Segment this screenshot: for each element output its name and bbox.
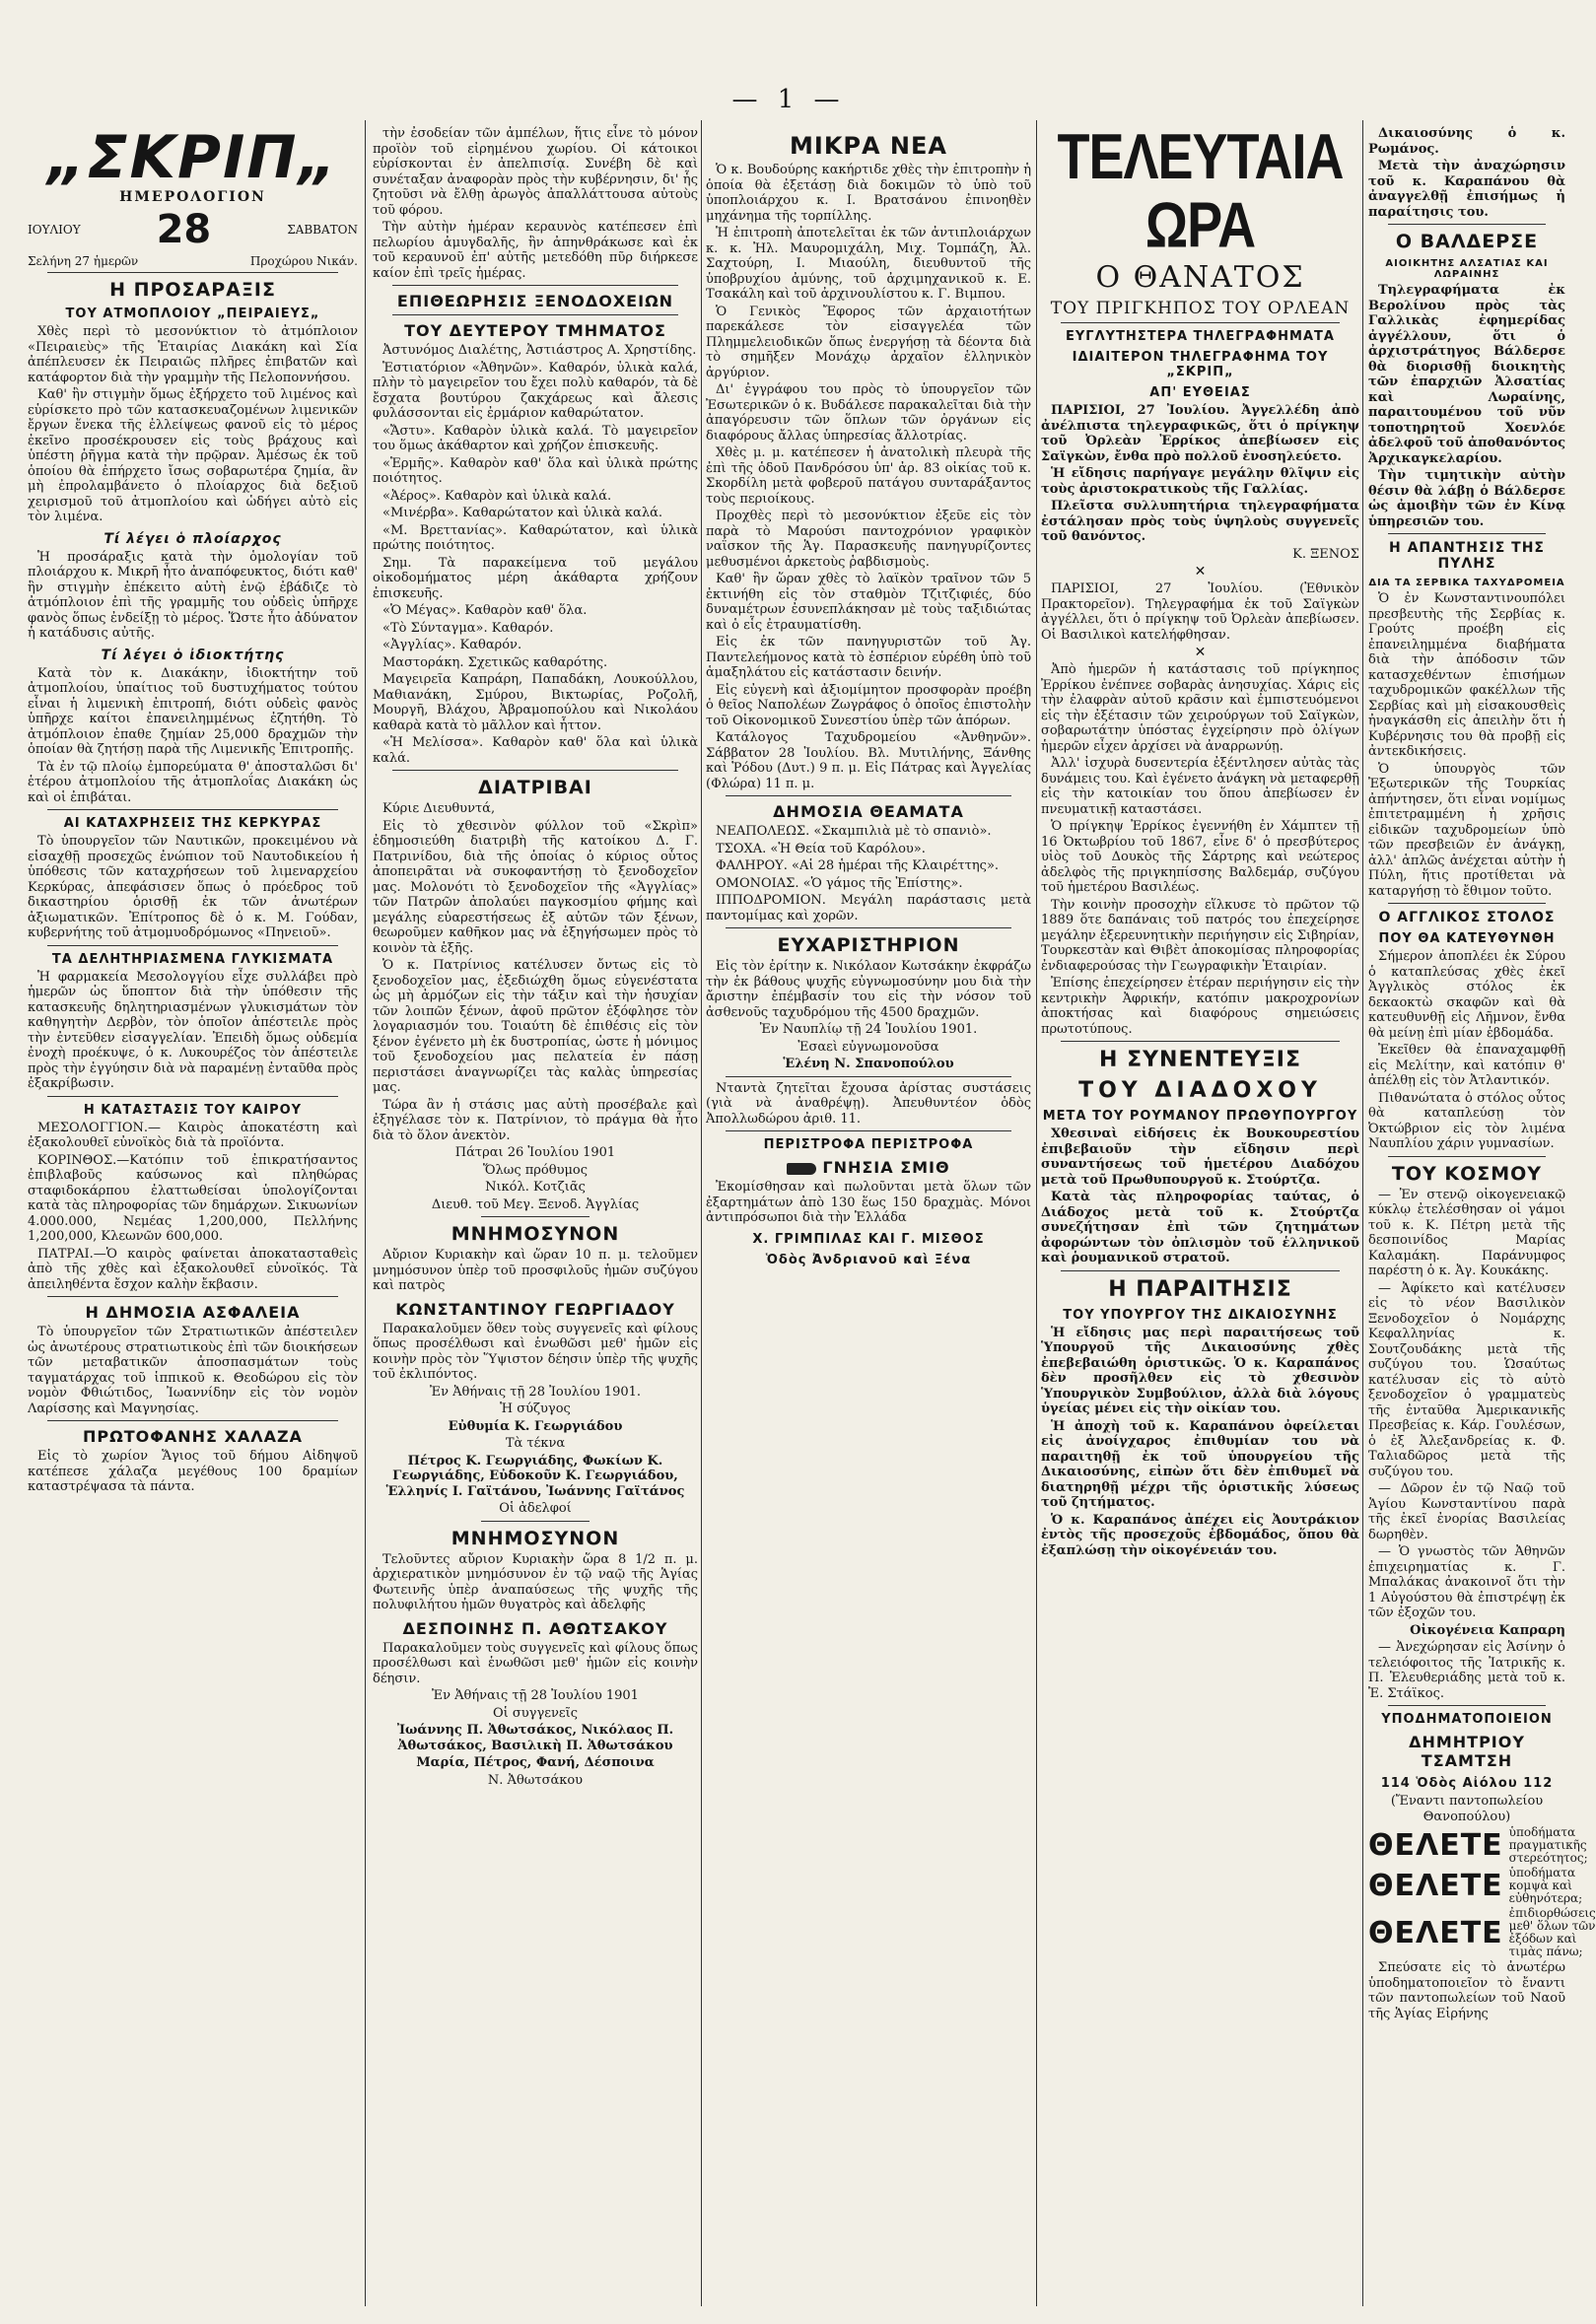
paragraph: Μαστοράκη. Σχετικῶς καθαρότης. xyxy=(382,654,608,670)
paragraph: Ὁ πρίγκηψ Ἐρρίκος ἐγεννήθη ἐν Χάμπτεν τῇ 16 Ὀκτωβρίου τοῦ 1867, εἶνε δ' ὁ πρεσβύτερος υἱὸς τοῦ Δουκὸς τῆς Σάρτρης καὶ νεώτερος ἀδελφὸς τῆς πριγκηπίσσης Βαλδεμάρ, συζύγου τοῦ ἡμετέρου Βασιλέως. xyxy=(1041,819,1359,895)
paragraph: Αὔριον Κυριακὴν καὶ ὥραν 10 π. μ. τελοῦμεν μνημόσυνον ὑπὲρ τοῦ προσφιλοῦς ἡμῶν συζύγου καὶ πατρὸς xyxy=(373,1248,698,1293)
paragraph: Ἡ εἴδησις μας περὶ παραιτήσεως τοῦ Ὑπουργοῦ τῆς Δικαιοσύνης χθὲς ἐπεβεβαιώθη ὁριστικῶς. Ὁ κ. Καραπάνος δὲν προσῆλθεν εἰς τὸ χθεσινὸν Ὑπουργικὸν Συμβούλιον, ἀλλὰ διὰ λόγους ὑγείας μένει εἰς τὴν οἰκίαν του. xyxy=(1041,1325,1359,1416)
headline: ΤΟΥ ΚΟΣΜΟΥ xyxy=(1391,1162,1543,1185)
paragraph: Ἡ ἐπιτροπὴ ἀποτελεῖται ἐκ τῶν ἀντιπλοιάρχων κ. κ. Ἠλ. Μαυρομιχάλη, Μιχ. Τομπάζη, Ἀλ. Σαχτούρη, Ι. Μιαούλη, διευθυντοῦ τῆς ὑποβρυχίου ἀμύνης, τοῦ ἀρχιμηχανικοῦ κ. Ε. Τσακάλη καὶ τοῦ ἀρχινουλίστου κ. Γ. Βιμπου. xyxy=(706,226,1031,302)
paragraph: Εἰς τὸν ἐρίτην κ. Νικόλαον Κωτσάκην ἐκφράζω τὴν ἐκ βάθους ψυχῆς εὐγνωμοσύνην μου διὰ τὴν ἄριστην ἐπέμβασίν του εἰς τὴν νόσον τοῦ ἀσθενοῦς ταχυδρόμου τῆς 4500 δραχμῶν. xyxy=(706,959,1031,1020)
subheadline: ΤΟΥ ΑΤΜΟΠΛΟΙΟΥ „ΠΕΙΡΑΙΕΥΣ„ xyxy=(65,307,320,321)
headline: ΜΝΗΜΟΣΥΝΟΝ xyxy=(451,1527,620,1549)
paragraph: Πιθανώτατα ὁ στόλος οὗτος θὰ καταπλεύσῃ τὸν Ὀκτώβριον εἰς τὸν λιμένα Ναυπλίου χάριν γυμνασίων. xyxy=(1368,1090,1565,1151)
moon: Σελήνη 27 ἡμερῶν xyxy=(28,254,139,268)
column-rule xyxy=(1362,120,1363,2306)
paragraph: Ἐκομίσθησαν καὶ πωλοῦνται μετὰ ὅλων τῶν ἐξαρτημάτων ἀπὸ 130 ἕως 150 δραχμὰς. Μόνοι ἀντιπρόσωποι διὰ τὴν Ἑλλάδα xyxy=(706,1180,1031,1225)
signature: Κ. ΞΕΝΟΣ xyxy=(1292,546,1359,562)
headline: Η ΣΥΝΕΝΤΕΥΞΙΣ xyxy=(1099,1048,1301,1072)
ad-headline: ΥΠΟΔΗΜΑΤΟΠΟΙΕΙΟΝ xyxy=(1381,1712,1553,1727)
ad-note: (Ἔναντι παντοπωλείου Θανοπούλου) xyxy=(1390,1794,1544,1824)
headline: Η ΔΗΜΟΣΙΑ ΑΣΦΑΛΕΙΑ xyxy=(85,1303,301,1322)
divider xyxy=(47,1420,338,1421)
headline-main: ΤΕΛΕΥΤΑΙΑ ΩΡΑ xyxy=(1057,121,1344,261)
signature: Ἑλένη Ν. Σπανοπούλου xyxy=(783,1057,954,1071)
paragraph: Ἡ ἀποχὴ τοῦ κ. Καραπάνου ὀφείλεται εἰς ἀνοίγχαρος ἐπιθυμίαν του νὰ παραιτηθῇ ἐκ τοῦ ὑπουργείου τῆς Δικαιοσύνης, εἰπὼν ὅτι δὲν ἐπιθυμεῖ νὰ διατηρηθῇ μέχρι τῆς ὁριστικῆς λύσεως τοῦ ζητήματος. xyxy=(1041,1418,1359,1510)
masthead-title: „ΣΚΡΙΠ„ xyxy=(46,123,339,192)
paragraph: Ὁ Γενικὸς Ἔφορος τῶν ἀρχαιοτήτων παρεκάλεσε τὸν εἰσαγγελέα τῶν Πλημμελειοδικῶν ὅπως ἐνεργήσῃ τὰ δέοντα διὰ τὸ σημῆξεν Μονάχῳ ἀρχαῖον ἑλληνικὸν ἀργύριον. xyxy=(706,304,1031,380)
signature: Ἡ σύζυγος xyxy=(500,1401,571,1416)
signature: Οἱ συγγενεῖς xyxy=(493,1705,578,1721)
signature: Πέτρος Κ. Γεωργιάδης, Φωκίων Κ. Γεωργιάδης, Εὐδοκοῦν Κ. Γεωργιάδου, Ἑλληνίς Ι. Γαϊτάνου, Ἰωάννης Γαϊτάνος xyxy=(385,1453,685,1499)
divider xyxy=(1388,1156,1546,1157)
divider xyxy=(47,945,338,946)
headline: Η ΑΠΑΝΤΗΣΙΣ ΤΗΣ ΠΥΛΗΣ xyxy=(1388,540,1545,572)
subheading: Τί λέγει ὁ πλοίαρχος xyxy=(104,530,282,547)
divider xyxy=(392,314,678,315)
subheadline: ΜΕΤΑ ΤΟΥ ΡΟΥΜΑΝΟΥ ΠΡΩΘΥΠΟΥΡΓΟΥ xyxy=(1042,1109,1358,1124)
paragraph: Ἡ φαρμακεία Μεσολογγίου εἶχε συλλάβει πρὸ ἡμερῶν ὡς ὕποπτον διὰ τὴν ὑπόθεσιν τῆς κατασκευῆς δηλητηριασμένων γλυκισμάτων τὸν καθηγητὴν Δερβὸν, τὸν ὁποῖον ἀπέστειλε πρὸς τὴν ἐντεῦθεν εἰσαγγελίαν. Ἐπειδὴ ὅμως οὐδεμία ἐνοχὴ προέκυψε, ὁ κ. Λυκουρέζος τὸν ἀπέστειλε πρὸς τὴν ἐγγύησιν διὰ νὰ παραμένῃ ἐνταῦθα πρὸς ἐξακρίβωσιν. xyxy=(28,969,358,1091)
page-number: — 1 — xyxy=(731,85,846,114)
month: ΙΟΥΛΙΟΥ xyxy=(28,223,81,237)
date: Ἐν Ἀθήναις τῇ 28 Ἰουλίου 1901. xyxy=(429,1384,642,1400)
signature: Ἐν Ναυπλίῳ τῇ 24 Ἰουλίου 1901. xyxy=(759,1022,978,1037)
paragraph: Ὁ ἐν Κωνσταντινουπόλει πρεσβευτὴς τῆς Σερβίας κ. Γρούτς προέβη εἰς ἐπανειλημμένα διαβήματα διὰ τὴν ἀπόδοσιν τῶν κατασχεθέντων ἐπισήμων ταχυδρομικῶν φακέλλων τῆς Σερβίας καὶ μὴ εἰσακουσθεὶς ἠναγκάσθη εἰς ἀπειλὴν ὅτι ἡ Κυβέρνησις του θὰ προβῇ εἰς ἀντεκδικήσεις. xyxy=(1368,591,1565,759)
divider xyxy=(481,1521,590,1522)
ad-word: ΘΕΛΕΤΕ xyxy=(1368,1915,1503,1950)
signature: Ἰωάννης Π. Ἀθωτσάκος, Νικόλαος Π. Ἀθωτσάκος, Βασιλικὴ Π. Ἀθωτσάκου xyxy=(396,1723,674,1753)
headline: Η ΠΑΡΑΙΤΗΣΙΣ xyxy=(1108,1276,1292,1302)
paragraph: Δι' ἐγγράφου του πρὸς τὸ ὑπουργεῖον τῶν Ἐσωτερικῶν ὁ κ. Βυδάλεσε παρακαλεῖται διὰ τὴν ἀπαγόρευσιν τῶν ὅπλων τῶν ὀργάνων εἰς διαφόρους ἄλλας ὑπηρεσίας ἄλλοτρίας. xyxy=(706,382,1031,444)
divider xyxy=(1388,1705,1546,1706)
paragraph: Παρακαλοῦμεν ὅθεν τοὺς συγγενεῖς καὶ φίλους ὅπως προσέλθωσι καὶ ἑνωθῶσι μεθ' ἡμῶν εἰς κοινὴν πρὸς τὸν Ὕψιστον δέησιν ὑπὲρ τῆς ψυχῆς τοῦ ἐκλιπόντος. xyxy=(373,1321,698,1382)
signature: Μαρία, Πέτρος, Φανή, Δέσποινα xyxy=(416,1755,655,1770)
column-1 xyxy=(28,123,358,2306)
paragraph: — Ἀνεχώρησαν εἰς Ἀσίνην ὁ τελειόφοιτος τῆς Ἰατρικῆς κ. Π. Ἑλευθεριάδης μετὰ τοῦ κ. Ἐ. Στάϊκος. xyxy=(1368,1640,1565,1701)
divider xyxy=(726,1130,1011,1131)
paragraph: ΙΠΠΟΔΡΟΜΙΟΝ. Μεγάλη παράστασις μετὰ παντομίμας καὶ χορῶν. xyxy=(706,893,1031,923)
paragraph: Προχθὲς περὶ τὸ μεσονύκτιον ἐξεῦε εἰς τὸν παρὰ τὸ Μαρούσι παντοχρόνιον γραφικὸν ναΐσκον τῆς Ἁγ. Παρασκευῆς πανηγυρίζοντες μεθυσμένοι ἀρκετοὺς ῥαβδισμοὺς. xyxy=(706,509,1031,570)
cross-separator: ✕ xyxy=(1194,564,1207,580)
paragraph: Πλεῖστα συλλυπητήρια τηλεγραφήματα ἐστάλησαν πρὸς τοὺς ὑψηλοὺς συγγενεῖς τοῦ θανόντος. xyxy=(1041,499,1359,544)
headline: Η ΠΡΟΣΑΡΑΞΙΣ xyxy=(109,279,276,301)
divider xyxy=(1061,1041,1340,1042)
ad-row xyxy=(1368,1825,1588,1865)
divider xyxy=(481,1216,590,1217)
subheadline: ΠΟΥ ΘΑ ΚΑΤΕΥΘΥΝΘΗ xyxy=(1378,931,1556,946)
paragraph: Δικαιοσύνης ὁ κ. Ρωμάνος. xyxy=(1368,126,1565,157)
paragraph: Τὰ ἐν τῷ πλοίῳ ἐμπορεύματα θ' ἀποσταλῶσι δι' ἑτέρου ἀτμοπλοίου τῆς ἀτμοπλοΐας Διακάκη ὡς καὶ οἱ ἐπιβάται. xyxy=(28,759,358,805)
paragraph: Ἡ προσάραξις κατὰ τὴν ὁμολογίαν τοῦ πλοιάρχου κ. Μικρῆ ἦτο ἀναπόφευκτος, διότι καθ' ἣν στιγμὴν ἐπέκειτο αὐτὴ ἐνῷ ἐβάδιζε τὸ ἀτμόπλοιον ἐπὶ τῆς γραμμῆς του οὐδεὶς ὑπῆρχε φανὸς ὅπως ἐνδείξῃ τὸ μέρος. Ὥστε ἦτο ἀδύνατον ἡ κατάδυσις αὐτῆς. xyxy=(28,549,358,641)
paragraph: Μετὰ τὴν ἀναχώρησιν τοῦ κ. Καραπάνου θὰ ἀναγγελθῇ ἐπισήμως ἡ παραίτησις του. xyxy=(1368,159,1565,220)
paragraph: Ἐπίσης ἐπεχείρησεν ἑτέραν περιήγησιν εἰς τὴν κεντρικὴν Ἀφρικήν, κατόπιν μακροχρονίων ἀποκτήσας καὶ διαφόρους σημειώσεις πρωτοτύπους. xyxy=(1041,976,1359,1037)
subheadline: ΔΙΑ ΤΑ ΣΕΡΒΙΚΑ ΤΑΧΥΔΡΟΜΕΙΑ xyxy=(1368,578,1565,588)
divider xyxy=(47,809,338,810)
paragraph: Σήμερον ἀποπλέει ἐκ Σύρου ὁ καταπλεύσας χθὲς ἐκεῖ Ἀγγλικὸς στόλος ἐκ δεκαοκτὼ σκαφῶν καὶ θὰ κατευθυνθῇ εἰς Λῆμνον, ἔνθα θὰ μείνῃ ἐπὶ μίαν ἑβδομάδα. xyxy=(1368,949,1565,1041)
name: ΔΕΣΠΟΙΝΗΣ Π. ΑΘΩΤΣΑΚΟΥ xyxy=(402,1618,668,1638)
paragraph: — Δῶρον ἐν τῷ Ναῷ τοῦ Ἁγίου Κωνσταντίνου παρὰ τῆς ἐκεῖ ἐνορίας Βασιλείας δωρηθὲν. xyxy=(1368,1481,1565,1542)
paragraph: Σπεύσατε εἰς τὸ ἀνωτέρω ὑποδηματοποιεῖον τὸ ἔναντι τῶν παντοπωλείων τοῦ Ναοῦ τῆς Ἁγίας Εἰρήνης xyxy=(1368,1960,1565,2021)
weekday: ΣΑΒΒΑΤΟΝ xyxy=(287,223,358,237)
divider xyxy=(1388,224,1546,225)
divider xyxy=(47,1096,338,1097)
paragraph: Εἰς τὸ χωρίον Ἅγιος τοῦ δήμου Αἰδηψοῦ κατέπεσε χάλαζα μεγέθους 100 δραμίων καταστρέψασα τὰ πάντα. xyxy=(28,1449,358,1494)
signature: Οἱ ἀδελφοί xyxy=(499,1501,572,1516)
paragraph: — Ἀφίκετο καὶ κατέλυσεν εἰς τὸ νέον Βασιλικὸν Ξενοδοχεῖον ὁ Νομάρχης Κεφαλληνίας κ. Σουτζουδάκης μετὰ τῆς συζύγου του. Ὡσαύτως κατέλυσαν εἰς τὸ αὐτὸ ξενοδοχεῖον ὁ γραμματεὺς τῆς ἐνταῦθα Ἀμερικανικῆς Πρεσβείας κ. Κάρ. Γουλέσων, ὁ ἐξ Ἀλεξανδρείας κ. Φ. Ταλιαδῶρος μετὰ τῆς συζύγου του. xyxy=(1368,1280,1565,1479)
headline: ΑΙ ΚΑΤΑΧΡΗΣΕΙΣ ΤΗΣ ΚΕΡΚΥΡΑΣ xyxy=(63,816,322,831)
paragraph: Τὸ ὑπουργεῖον τῶν Στρατιωτικῶν ἀπέστειλεν ὡς ἀνωτέρους στρατιωτικοὺς ἐπὶ τῶν διοικήσεων τῶν μεταβατικῶν ἀποσπασμάτων τοὺς ταγματάρχας τοῦ ἱππικοῦ κ. Θεοδώρου εἰς τὸν νομὸν Φθιώτιδος, Ἰωαννίδην εἰς τὸν νομὸν Λαρίσσης καὶ Μαγνησίας. xyxy=(28,1325,358,1416)
paragraph: Ὁ κ. Βουδούρης κακήρτιδε χθὲς τὴν ἐπιτροπὴν ἡ ὁποία θὰ ἐξετάσῃ διὰ δοκιμῶν τὸ ὑπὸ τοῦ ὑποπλοιάρχου κ. Ι. Βρατσάνου ἐπινοηθὲν μηχάνημα τῆς τορπίλλης. xyxy=(706,163,1031,224)
paragraph: τὴν ἐσοδείαν τῶν ἀμπέλων, ἥτις εἶνε τὸ μόνον προϊὸν τοῦ εἰρημένου χωρίου. Οἱ κάτοικοι εὑρίσκονται ἐν ἀπελπισίᾳ. Συνέβη δὲ καὶ συνέταξαν ἀναφορὰν πρὸς τὴν κυβέρνησιν, δι' ἧς ζητοῦσι νὰ ἔλθῃ ἀρωγὸς ἀπαλλάττουσα αὐτοὺς τοῦ φόρου. xyxy=(373,126,698,218)
paragraph: ΠΑΡΙΣΙΟΙ, 27 Ἰουλίου. Ἀγγελλέδη ἀπὸ ἀνέλπιστα τηλεγραφικῶς, ὅτι ὁ πρίγκηψ τοῦ Ὀρλεὰν Ἐρρίκος ἀπεβίωσεν εἰς Σαϊγκὼν, ἔνθα πρὸ πολλοῦ ἐνοσηλεύετο. xyxy=(1041,403,1359,464)
headline: Η ΚΑΤΑΣΤΑΣΙΣ ΤΟΥ ΚΑΙΡΟΥ xyxy=(83,1102,303,1118)
cross-separator: ✕ xyxy=(1194,645,1207,660)
name: ΚΩΝΣΤΑΝΤΙΝΟΥ ΓΕΩΡΓΙΑΔΟΥ xyxy=(395,1299,675,1319)
headline: ΔΗΜΟΣΙΑ ΘΕΑΜΑΤΑ xyxy=(773,802,964,821)
paragraph: Τελοῦντες αὔριον Κυριακὴν ὥρα 8 1/2 π. μ. ἀρχιερατικὸν μνημόσυνον ἐν τῷ ναῷ τῆς Ἁγίας Φωτεινῆς ὑπὲρ ἀναπαύσεως τῆς ψυχῆς τῆς πολυφιλήτου ἡμῶν θυγατρὸς καὶ ἀδελφῆς xyxy=(373,1551,698,1612)
ad-word: ΘΕΛΕΤΕ xyxy=(1368,1828,1503,1863)
paragraph: «Ἄστυ». Καθαρὸν ὑλικὰ καλά. Τὸ μαγειρεῖον του ὅμως ἀκάθαρτον καὶ χρήζον ἐπισκευῆς. xyxy=(373,423,698,453)
ad-name: ΔΗΜΗΤΡΙΟΥ ΤΣΑΜΤΣΗ xyxy=(1409,1733,1525,1770)
moon-line xyxy=(28,254,358,268)
paragraph: ΤΣΟΧΑ. «Ἡ Θεία τοῦ Καρόλου». xyxy=(716,841,926,856)
paragraph: Καθ' ἣν στιγμὴν ὅμως ἐξήρχετο τοῦ λιμένος καὶ εὑρίσκετο πρὸ τῶν κατασκευαζομένων λιμενικῶν ἔργων ἕνεκα τῆς ἐλλείψεως φανοῦ εἰς τὸ μέρος ἐκεῖνο προσέκρουσεν εἰς τοὺς βράχους καὶ ὑπέστη ῥῆγμα κατὰ τὴν πρῷραν. Ἀμέσως ἐκ τοῦ ὁποίου θὰ ἐπήρχετο ἴσως σοβαρωτέρα ζημία, ἂν μὴ ἐπρολαμβάνετο ὁ πλοίαρχος διὰ δεξιοῦ χειρισμοῦ τοῦ ἀτμοπλοίου καὶ ὡδήγει αὐτὸ εἰς τὸν λιμένα. xyxy=(28,387,358,524)
subheadline: ΤΟΥ ΥΠΟΥΡΓΟΥ ΤΗΣ ΔΙΚΑΙΟΣΥΝΗΣ xyxy=(1063,1307,1338,1323)
paragraph: Τὴν κοινὴν προσοχὴν εἵλκυσε τὸ πρῶτον τῷ 1889 ὅτε δαπάναις τοῦ πατρός του ἐπεχείρησε μεγάλην ἐξερευνητικὴν περιήγησιν εἰς Σιβηρίαν, Τουρκεστὰν καὶ Θιβὲτ ἀποκομίσας πληροφορίας ἐνδιαφερούσας τὴν Γεωγραφικὴν Ἑταιρίαν. xyxy=(1041,897,1359,974)
headline: ΕΥΧΑΡΙΣΤΗΡΙΟΝ xyxy=(777,934,960,956)
paragraph: Τὴν τιμητικὴν αὐτὴν θέσιν θὰ λάβῃ ὁ Βάλδερσε ὡς ἀμοιβὴν τῶν ἐν Κίνᾳ ὑπηρεσιῶν του. xyxy=(1368,468,1565,529)
subheadline: ΕΥΓΛΥΤΗΣΤΕΡΑ ΤΗΛΕΓΡΑΦΗΜΑΤΑ xyxy=(1066,329,1335,344)
ad-text: ἐπιδιορθώσεις μεθ' ὅλων τῶν ἐξόδων καὶ τιμὰς πάνω; xyxy=(1508,1906,1596,1958)
ad-row xyxy=(1368,1866,1583,1905)
paragraph: Τώρα ἂν ἡ στάσις μας αὐτὴ προσέβαλε καὶ ἐξηγέλασε τὸν κ. Πατρίνιον, τὸ πράγμα θὰ ἦτο διὰ τὸ ὅλον ἀνεκτὸν. xyxy=(373,1097,698,1143)
signature: Ὅλως πρόθυμος xyxy=(482,1162,589,1178)
masthead-subtitle: ΗΜΕΡΟΛΟΓΙΟΝ xyxy=(119,189,266,205)
signature: Νικόλ. Κοτζιᾶς xyxy=(485,1180,586,1195)
paragraph: Ἀλλ' ἰσχυρὰ δυσεντερία ἐξέντλησεν αὐτὰς τὰς δυνάμεις του. Καὶ ἐγένετο ἀνάγκη νὰ μεταφερθῇ εἰς τὴν κατοικίαν του ὅπου ἀπεβίωσεν ἐν πνευματικῇ καταστάσει. xyxy=(1041,756,1359,817)
column-rule xyxy=(701,120,702,2306)
headline: ΜΙΚΡΑ ΝΕΑ xyxy=(790,132,947,160)
ad-address: 114 Ὁδὸς Αἰόλου 112 xyxy=(1380,1776,1554,1791)
paragraph: Νταντὰ ζητεῖται ἔχουσα ἀρίστας συστάσεις (γιὰ νὰ ἀναθρέψῃ). Ἀπευθυντέον ὁδὸς Ἀπολλωδώρου ἀριθ. 11. xyxy=(706,1080,1031,1127)
subheadline: ΑΙΟΙΚΗΤΗΣ ΑΛΣΑΤΙΑΣ ΚΑΙ ΛΩΡΑΙΝΗΣ xyxy=(1385,258,1549,280)
date: Ἐν Ἀθήναις τῇ 28 Ἰουλίου 1901 xyxy=(432,1688,639,1703)
column-rule xyxy=(365,120,366,2306)
subheadline: ΤΟΥ ΔΕΥΤΕΡΟΥ ΤΜΗΜΑΤΟΣ xyxy=(404,321,666,340)
paragraph: Κατὰ τὸν κ. Διακάκην, ἰδιοκτήτην τοῦ ἀτμοπλοίου, ὑπαίτιος τοῦ δυστυχήματος τούτου εἶναι ἡ λιμενικὴ ἐπιτροπή, διότι οὐδεὶς φανὸς ὑπῆρχε καίτοι ἐπανειλημμένως ἐζητήθη. Τὸ ἀτμόπλοιον ἐπαθε ζημίαν 25,000 δραχμῶν τὴν ὁποίαν θὰ ζητήσῃ παρὰ τῆς Λιμενικῆς Ἐπιτροπῆς. xyxy=(28,665,358,757)
paragraph: Εἰς ἐκ τῶν πανηγυριστῶν τοῦ Ἀγ. Παντελεήμονος κατὰ τὸ ἑσπέριον εὑρέθη ὑπὸ τοῦ ἁμαξηλάτου εἰς κατάστασιν δεινήν. xyxy=(706,635,1031,680)
ad-text: ὑποδήματα πραγματικῆς στερεότητος; xyxy=(1508,1825,1588,1865)
headline: ΕΠΙΘΕΩΡΗΣΙΣ ΞΕΝΟΔΟΧΕΙΩΝ xyxy=(396,292,674,310)
day-number: 28 xyxy=(156,207,212,252)
subheadline: ΤΟΥ ΠΡΙΓΚΗΠΟΣ ΤΟΥ ΟΡΛΕΑΝ xyxy=(1050,299,1351,318)
column-rule xyxy=(1036,120,1037,2306)
paragraph: «Ἡ Μελίσσα». Καθαρὸν καθ' ὅλα καὶ ὑλικὰ καλά. xyxy=(373,735,698,766)
paragraph: Εἰς εὐγενὴ καὶ ἀξιομίμητον προσφορὰν προέβη ὁ θεῖος Ναπολέων Ζωγράφος ὁ ὁποῖος ἐπιστολὴν τοῦ Οἰκονομικοῦ Συνεστίου ὑπὲρ τῶν ἀπόρων. xyxy=(706,682,1031,728)
signature: Διευθ. τοῦ Μεγ. Ξενοδ. Ἀγγλίας xyxy=(431,1196,640,1212)
paragraph: Χθεσιναὶ εἰδήσεις ἐκ Βουκουρεστίου ἐπιβεβαιοῦν τὴν εἴδησιν περὶ συναντήσεως τοῦ ἡμετέρου Διαδόχου μετὰ τοῦ Πρωθυπουργοῦ κ. Στούρτζα. xyxy=(1041,1127,1359,1188)
subheading: Τί λέγει ὁ ἰδιοκτήτης xyxy=(101,647,285,663)
paragraph: Παρακαλοῦμεν τοὺς συγγενεῖς καὶ φίλους ὅπως προσέλθωσι καὶ ἑνωθῶσι μεθ' ἡμῶν εἰς κοινὴν δέησιν. xyxy=(373,1640,698,1686)
divider xyxy=(1388,533,1546,534)
paragraph: Τὸ ὑπουργεῖον τῶν Ναυτικῶν, προκειμένου νὰ εἰσαχθῇ προσεχῶς ἐνώπιον τοῦ Ναυτοδικείου ἡ ὑπόθεσις τῶν καταχρήσεων τοῦ λιμεναρχείου Κερκύρας, ἀπεφάσισεν ὅπως ὁ πρόεδρος τοῦ δικαστηρίου ὁρισθῇ ἐκ τῶν ἀνωτέρων ἀξιωματικῶν. Ἐπίτροπος δὲ ὁ κ. Μ. Γούδαν, κυβερνήτης τοῦ ἀτμομυοδρόμωνος «Πηνειοῦ». xyxy=(28,834,358,940)
paragraph: «Ἀγγλίας». Καθαρόν. xyxy=(382,638,522,652)
paragraph: «Μ. Βρεττανίας». Καθαρώτατον, καὶ ὑλικὰ πρώτης ποιότητος. xyxy=(373,522,698,553)
signature: Πάτραι 26 Ἰουλίου 1901 xyxy=(454,1145,616,1160)
paragraph: Κατάλογος Ταχυδρομείου «Ἀνθηνῶν». Σάββατον 28 Ἰουλίου. Βλ. Μυτιλήνης, Ξάνθης καὶ Ῥόδου (Δυτ.) 9 π. μ. Εἰς Πάτρας καὶ Ἀγγελίας (Φλώρα) 11 π. μ. xyxy=(706,730,1031,791)
ad-title: ΓΝΗΣΙΑ ΣΜΙΘ xyxy=(822,1158,950,1177)
paragraph: «Ἑρμῆς». Καθαρὸν καθ' ὅλα καὶ ὑλικὰ πρώτης ποιότητος. xyxy=(373,455,698,486)
column-5-content xyxy=(1368,126,1596,2306)
paragraph: ΚΟΡΙΝΘΟΣ.—Κατόπιν τοῦ ἐπικρατήσαντος ἐπιβλαβοῦς καύσωνος καὶ πληθώρας σταφιδοκάρπου ἐλαττωθείσαι ὑπολογίζονται κατὰ τὰς πληροφορίας τῶν δημάρχων. Σικυωνίων 4.000.000, Νεμέας 1,200,000, Πελλήνης 1,200,000, Κλεωνῶν 600,000. xyxy=(28,1152,358,1244)
column-3 xyxy=(706,126,1031,2306)
paragraph: Ἐκεῖθεν θὰ ἐπαναχαμφθῇ εἰς Μελίτην, καὶ κατόπιν θ' ἀπέλθῃ εἰς τὸν Ἀτλαντικόν. xyxy=(1368,1043,1565,1088)
headline: Ο ΑΓΓΛΙΚΟΣ ΣΤΟΛΟΣ xyxy=(1378,910,1556,925)
moon-phase: Προχώρου Νικάν. xyxy=(249,254,358,268)
paragraph: Καθ' ἣν ὥραν χθὲς τὸ λαϊκὸν τραῖνον τῶν 5 ἐκτινήθη εἰς τὸν σταθμὸν Τζιτζιφιές, δύο δυναμέτρων ἐσυνεπλάκησαν μὲ τοὺς ταξιδιώτας καὶ ὁ εἷς ἐτραυματίσθη. xyxy=(706,572,1031,633)
paragraph: «Τὸ Σύνταγμα». Καθαρόν. xyxy=(382,620,554,636)
headline xyxy=(706,1158,1031,1177)
signature: Οἰκογένεια Καπραρη xyxy=(1410,1622,1565,1638)
divider xyxy=(392,285,678,286)
signature: Εὐθυμία Κ. Γεωργιάδου xyxy=(448,1418,623,1434)
divider xyxy=(726,795,1011,796)
headline: Ο ΒΑΛΔΕΡΣΕ xyxy=(1395,231,1539,252)
paragraph: Ὁ ὑπουργὸς τῶν Ἐξωτερικῶν τῆς Τουρκίας ἀπήντησεν, ὅτι εἶναι νομίμως ἐπιτετραμμένη ἡ χρῆσις εἰδικῶν ταχυδρομείων ὑπὸ τῶν πρεσβειῶν ἐν ἀνάγκῃ, ἀλλ' ἁπλῶς ἀνέχεται αὐτὴν ἡ Πύλη, ἥτις προτίθεται νὰ καταργήσῃ τὸ ἔθιμον τοῦτο. xyxy=(1368,761,1565,899)
paragraph: ΜΕΣΟΛΟΓΓΙΟΝ.— Καιρὸς ἀποκατέστη καὶ ἐξακολουθεῖ εὐνοϊκὸς διὰ τὰ προϊόντα. xyxy=(28,1120,358,1150)
headline: ΠΕΡΙΣΤΡΟΦΑ ΠΕΡΙΣΤΡΟΦΑ xyxy=(763,1137,974,1152)
signature: Ν. Ἀθωτσάκου xyxy=(487,1772,584,1788)
signature: Ἐσαεὶ εὐγνωμονοῦσα xyxy=(798,1039,939,1055)
paragraph: — Ὁ γνωστὸς τῶν Ἀθηνῶν ἐπιχειρηματίας κ. Γ. Μπαλάκας ἀνακοινοῖ ὅτι τὴν 1 Αὐγούστου θὰ ἐπιστρέψῃ ἐκ τῶν ἐξοχῶν του. xyxy=(1368,1544,1565,1620)
paragraph: ΦΑΛΗΡΟΥ. «Αἱ 28 ἡμέραι τῆς Κλαιρέττης». xyxy=(716,858,1000,873)
signature: Τὰ τέκνα xyxy=(505,1436,566,1451)
paragraph: — Ἐν στενῷ οἰκογενειακῷ κύκλῳ ἐτελέσθησαν οἱ γάμοι τοῦ κ. Κ. Πέτρη μετὰ τῆς δεσποινίδος Μαρίας Καλαμάκη. Παράνυμφος παρέστη ὁ κ. Ἀγ. Κουκάκης. xyxy=(1368,1187,1565,1278)
masthead-dateline xyxy=(28,207,358,252)
headline: ΜΝΗΜΟΣΥΝΟΝ xyxy=(451,1223,620,1245)
subheadline: ΙΔΙΑΙΤΕΡΟΝ ΤΗΛΕΓΡΑΦΗΜΑ ΤΟΥ „ΣΚΡΙΠ„ xyxy=(1072,350,1329,379)
paragraph: ΠΑΡΙΣΙΟΙ, 27 Ἰουλίου. (Ἐθνικὸν Πρακτορεῖον). Τηλεγραφήμα ἐκ τοῦ Σαϊγκὼν ἀγγέλλει, ὅτι ὁ πρίγκηψ τοῦ Ὀρλεὰν ἀπεβίωσεν. Οἱ Βασιλικοὶ κατελήφθησαν. xyxy=(1041,581,1359,643)
headline: ΤΑ ΔΕΛΗΤΗΡΙΑΣΜΕΝΑ ΓΛΥΚΙΣΜΑΤΑ xyxy=(51,951,334,967)
column-4 xyxy=(1041,121,1359,2306)
paragraph: Χθὲς περὶ τὸ μεσονύκτιον τὸ ἀτμόπλοιον «Πειραιεὺς» τῆς Ἑταιρίας Διακάκη καὶ Σία ἀπέπλευσεν ἐκ Πειραιῶς πλῆρες ἐπιβατῶν καὶ κατάφορτον διὰ τὴν γραμμὴν τῆς Πελοποννήσου. xyxy=(28,324,358,385)
paragraph: Ὁ κ. Καραπάνος ἀπέχει εἰς Ἀουτράκιον ἐντὸς τῆς προσεχοῦς ἑβδομάδος, ὅπου θὰ ἐξαπλώσῃ τὴν οἰκογένειάν του. xyxy=(1041,1512,1359,1558)
paragraph: ΝΕΑΠΟΛΕΩΣ. «Σκαμπιλιὰ μὲ τὸ σπανιὸ». xyxy=(716,824,992,839)
headline: ΠΡΩΤΟΦΑΝΗΣ ΧΑΛΑΖΑ xyxy=(83,1427,303,1446)
paragraph: ΠΑΤΡΑΙ.—Ὁ καιρὸς φαίνεται ἀποκατασταθεὶς ἀπὸ τῆς χθὲς καὶ ἐξακολουθεῖ εὐνοϊκός. Τὰ ἀπειληθέντα ἔσχον καλὴν ἔκβασιν. xyxy=(28,1246,358,1292)
subheadline: ΑΠ' ΕΥΘΕΙΑΣ xyxy=(1149,385,1251,400)
headline: ΔΙΑΤΡΙΒΑΙ xyxy=(478,777,592,798)
paragraph: Χθὲς μ. μ. κατέπεσεν ἡ ἀνατολικὴ πλευρὰ τῆς ἐπὶ τῆς ὁδοῦ Πανδρόσου ὑπ' ἀρ. 83 οἰκίας τοῦ κ. Σκορδίλη μετὰ φοβεροῦ πατάγου συνταράξαντος τοὺς περιοίκους. xyxy=(706,445,1031,507)
paragraph: Τηλεγραφήματα ἐκ Βερολίνου πρὸς τὰς Γαλλικὰς ἐφημερίδας ἀγγέλλουν, ὅτι ὁ ἀρχιστράτηγος Βάλδερσε θὰ διορισθῇ διοικητὴς τῶν ἐπαρχιῶν Ἀλσατίας καὶ Λωραίνης, παραιτουμένου τοῦ νῦν τοποτηρητοῦ Χοενλόε ἀδελφοῦ τοῦ ἀποθανόντος Ἀρχικαγκελαρίου. xyxy=(1368,283,1565,466)
divider xyxy=(726,1076,1011,1077)
address: Ὁδὸς Ἀνδριανοῦ καὶ Ξένα xyxy=(765,1252,972,1267)
headline: Ο ΘΑΝΑΤΟΣ xyxy=(1095,260,1305,295)
paragraph: Κατὰ τὰς πληροφορίας ταύτας, ὁ Διάδοχος μετὰ τοῦ κ. Στούρτζα συνεζήτησαν ἐπὶ τῶν ζητημάτων ἀφορώντων τὸν ὀπλισμὸν τοῦ ἑλληνικοῦ καὶ ῥουμανικοῦ στρατοῦ. xyxy=(1041,1190,1359,1265)
paragraph: Ἑστιατόριον «Ἀθηνῶν». Καθαρόν, ὑλικὰ καλά, πλὴν τὸ μαγειρεῖον του ἔχει πολὺ καθαρόν, τὰ δὲ ἔσχατα βουτύρου ζακχάρεως καὶ ἄλεσις φυλάσσονται εἰς ἐρμάριον καθαρώτατον. xyxy=(373,360,698,421)
divider xyxy=(392,770,678,771)
paragraph: Εἰς τὸ χθεσινὸν φύλλον τοῦ «Σκρὶπ» ἐδημοσιεύθη διατριβὴ τῆς κατοίκου Δ. Γ. Πατρινίδου, διὰ τῆς ὁποίας ὁ κύριος οὗτος ἀποπειρᾶται νὰ συκοφαντήσῃ τὸ ξενοδοχεῖον μας. Μολονότι τὸ ξενοδοχεῖον τῆς «Ἀγγλίας» τῶν Πατρῶν ἀπολαύει παγκοσμίου φήμης καὶ μεγάλης εὐαρεστήσεως ἐξ αὐτῶν τῶν ξένων, θεωροῦμεν καθῆκον μας νὰ ἐξηγήσωμεν πρὸς τὸ κοινὸν τὰ ἑξῆς. xyxy=(373,818,698,956)
paragraph: Μαγειρεῖα Καπράρη, Παπαδάκη, Λουκούλλου, Μαθιανάκη, Σμύρου, Βικτωρίας, Ροζολῆ, Μουργῆ, Βλάχου, Ἀβραμοπούλου καὶ Νικολάου καθαρὰ κατὰ τὸ μᾶλλον καὶ ἧττον. xyxy=(373,672,698,733)
headline: ΤΟΥ ΔΙΑΔΟΧΟΥ xyxy=(1078,1078,1322,1103)
paragraph: Ἀπὸ ἡμερῶν ἡ κατάστασις τοῦ πρίγκηπος Ἐρρίκου ἐνέπνεε σοβαρὰς ἀνησυχίας. Χάρις εἰς τὴν ἐλαφρὰν αὐτοῦ κρᾶσιν καὶ ἐμπιστευόμενοι εἰς τὴν ἐξέτασιν τῶν χειρούργων τοῦ Σαϊγκὼν, σοβαρωτάτην ὑπόστας ἐγχείρησιν πρὸ ὀλίγων ἡμερῶν εἶχεν ἀρχίσει νὰ ἀναρρωνύῃ. xyxy=(1041,662,1359,754)
paragraph: Τὴν αὐτὴν ἡμέραν κεραυνὸς κατέπεσεν ἐπὶ πελωρίου ἀμυγδαλῆς, ἣν ἀπηνθράκωσε καὶ ἐκ τοῦ κεραυνοῦ ἐπ' αὐτῆς μετεδόθη πῦρ διήρκεσε καίον ἐπὶ τρεῖς ἡμέρας. xyxy=(373,220,698,281)
paragraph: «Ὁ Μέγας». Καθαρὸν καθ' ὅλα. xyxy=(382,603,588,618)
ad-word: ΘΕΛΕΤΕ xyxy=(1368,1869,1503,1903)
paragraph: Κύριε Διευθυντά, xyxy=(382,801,496,816)
divider xyxy=(47,272,338,273)
ad-row xyxy=(1368,1906,1596,1958)
divider xyxy=(726,927,1011,928)
divider xyxy=(1061,1270,1340,1271)
pointing-hand-icon xyxy=(787,1163,816,1175)
divider xyxy=(1061,322,1340,323)
advertiser: Χ. ΓΡΙΜΠΙΛΑΣ ΚΑΙ Γ. ΜΙΣΘΟΣ xyxy=(752,1231,985,1247)
paragraph: Σημ. Τὰ παρακείμενα τοῦ μεγάλου οἰκοδομήματος μέρη ἀκάθαρτα χρήζουν ἐπισκευῆς. xyxy=(373,555,698,601)
paragraph: ΟΜΟΝΟΙΑΣ. «Ὁ γάμος τῆς Ἐπίστης». xyxy=(716,875,963,891)
ad-text: ὑποδήματα κομψὰ καὶ εὐθηνότερα; xyxy=(1508,1866,1583,1905)
paragraph: Ὁ κ. Πατρίνιος κατέλυσεν ὄντως εἰς τὸ ξενοδοχεῖον μας, ἐξεδιώχθη ὅμως εὐγενέστατα ὡς μὴ ἀρμόζων εἰς τὴν τάξιν καὶ τὴν ἡσυχίαν τῶν λοιπῶν ξένων, ἀφοῦ πρῶτον ἐξόφλησε τὸν λογαριασμόν του. Τοιαύτη δὲ ἐπιθέσις εἰς τὸν ξένον ἐγένετο μὴ ἐκ δυστροπίας, ὡστε ἡ μόνιμος τοῦ ξενοδοχείου μας πελατεία ἐν πάσῃ περιστάσει ἀναγνωρίζει τὰς καλὰς ὑπηρεσίας μας. xyxy=(373,958,698,1095)
divider xyxy=(47,1296,338,1297)
paragraph: «Μινέρβα». Καθαρώτατον καὶ ὑλικὰ καλά. xyxy=(382,506,662,520)
paragraph: «Ἀέρος». Καθαρὸν καὶ ὑλικὰ καλά. xyxy=(382,488,612,504)
column-2 xyxy=(373,126,698,2306)
paragraph: Ἡ εἴδησις παρήγαγε μεγάλην θλῖψιν εἰς τοὺς ἀριστοκρατικοὺς τῆς Γαλλίας. xyxy=(1041,466,1359,497)
divider xyxy=(1388,903,1546,904)
paragraph: Ἀστυνόμος Διαλέτης, Ἀστιάστρος Α. Χρηστίδης. xyxy=(382,343,697,358)
